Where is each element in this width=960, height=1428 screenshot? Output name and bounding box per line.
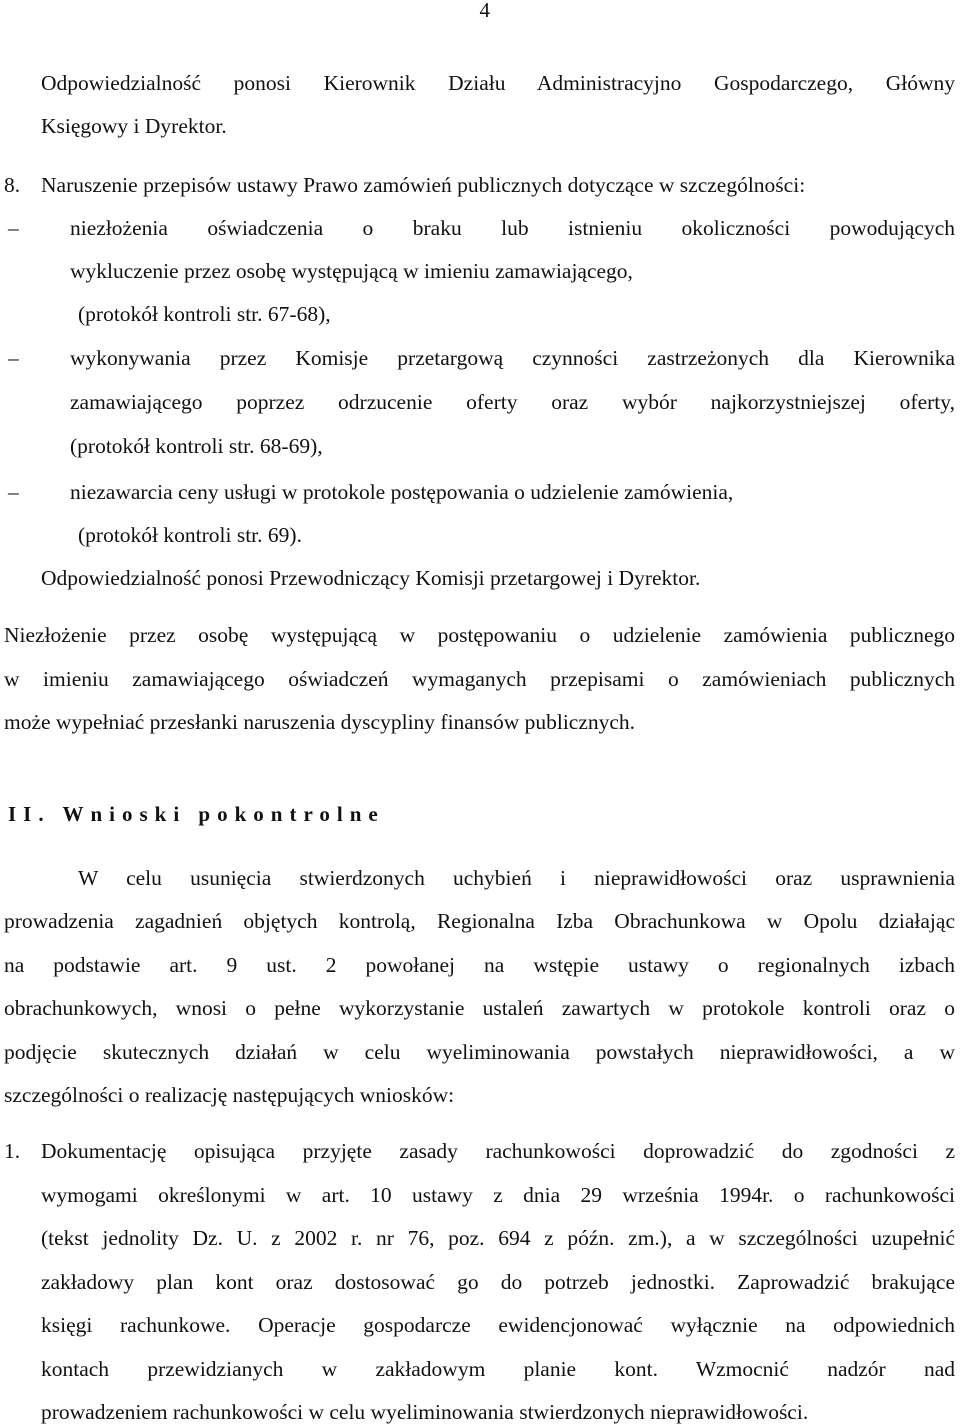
wniosek-1-line-7: prowadzeniem rachunkowości w celu wyeliminowania stwierdzonych nieprawidłowości. — [41, 1400, 809, 1424]
bullet-dash: – — [8, 216, 19, 240]
wniosek-1-line-1: Dokumentację opisująca przyjęte zasady rachunkowości doprowadzić do zgodności z — [41, 1141, 955, 1163]
bullet-1-line-3: (protokół kontroli str. 67-68), — [78, 302, 331, 326]
section-heading: II. Wnioski pokontrolne — [8, 802, 385, 826]
paragraph-line-2: w imieniu zamawiającego oświadczeń wymaganych przepisami o zamówieniach publicznych — [4, 669, 955, 691]
wniosek-1-line-5: księgi rachunkowe. Operacje gospodarcze ewidencjonować wyłącznie na odpowiednich — [41, 1315, 955, 1337]
wniosek-1-line-2: wymogami określonymi w art. 10 ustawy z dnia 29 września 1994r. o rachunkowości — [41, 1185, 955, 1207]
responsibility-line-2: Księgowy i Dyrektor. — [41, 114, 227, 138]
item-8-responsibility: Odpowiedzialność ponosi Przewodniczący Komisji przetargowej i Dyrektor. — [41, 566, 701, 590]
item-8-intro: Naruszenie przepisów ustawy Prawo zamówień publicznych dotyczące w szczególności: — [41, 173, 806, 197]
bullet-dash: – — [8, 480, 19, 504]
wniosek-1-line-6: kontach przewidzianych w zakładowym planie kont. Wzmocnić nadzór nad — [41, 1359, 955, 1381]
wnioski-line-2: prowadzenia zagadnień objętych kontrolą, Regionalna Izba Obrachunkowa w Opolu działając — [4, 911, 955, 933]
wnioski-line-1: W celu usunięcia stwierdzonych uchybień i nieprawidłowości oraz usprawnienia — [78, 868, 955, 890]
wnioski-line-4: obrachunkowych, wnosi o pełne wykorzystanie ustaleń zawartych w protokole kontroli oraz o — [4, 998, 955, 1020]
wniosek-1-line-3: (tekst jednolity Dz. U. z 2002 r. nr 76, poz. 694 z późn. zm.), a w szczególności uzupełnić — [41, 1228, 955, 1250]
wnioski-line-5: podjęcie skutecznych działań w celu wyeliminowania powstałych nieprawidłowości, a w — [4, 1042, 955, 1064]
bullet-1-line-1: niezłożenia oświadczenia o braku lub istnieniu okoliczności powodujących — [70, 218, 955, 240]
bullet-2-line-3: (protokół kontroli str. 68-69), — [70, 434, 323, 458]
bullet-2-line-2: zamawiającego poprzez odrzucenie oferty oraz wybór najkorzystniejszej oferty, — [70, 392, 955, 414]
wnioski-line-6: szczególności o realizację następujących wniosków: — [4, 1083, 455, 1107]
wnioski-line-3: na podstawie art. 9 ust. 2 powołanej na wstępie ustawy o regionalnych izbach — [4, 955, 955, 977]
bullet-2-line-1: wykonywania przez Komisje przetargową czynności zastrzeżonych dla Kierownika — [70, 348, 955, 370]
responsibility-line-1: Odpowiedzialność ponosi Kierownik Działu Administracyjno Gospodarczego, Główny — [41, 73, 955, 95]
bullet-1-line-2: wykluczenie przez osobę występującą w imieniu zamawiającego, — [70, 259, 633, 283]
paragraph-line-3: może wypełniać przesłanki naruszenia dyscypliny finansów publicznych. — [4, 710, 636, 734]
paragraph-line-1: Niezłożenie przez osobę występującą w postępowaniu o udzielenie zamówienia publicznego — [4, 625, 955, 647]
bullet-3-line-1: niezawarcia ceny usługi w protokole postępowania o udzielenie zamówienia, — [70, 480, 734, 504]
wniosek-1-line-4: zakładowy plan kont oraz dostosować go do potrzeb jednostki. Zaprowadzić brakujące — [41, 1272, 955, 1294]
wniosek-1-number: 1. — [4, 1139, 21, 1163]
item-8-number: 8. — [4, 173, 21, 197]
page-number: 4 — [479, 0, 490, 22]
bullet-3-line-2: (protokół kontroli str. 69). — [78, 523, 302, 547]
bullet-dash: – — [8, 346, 19, 370]
